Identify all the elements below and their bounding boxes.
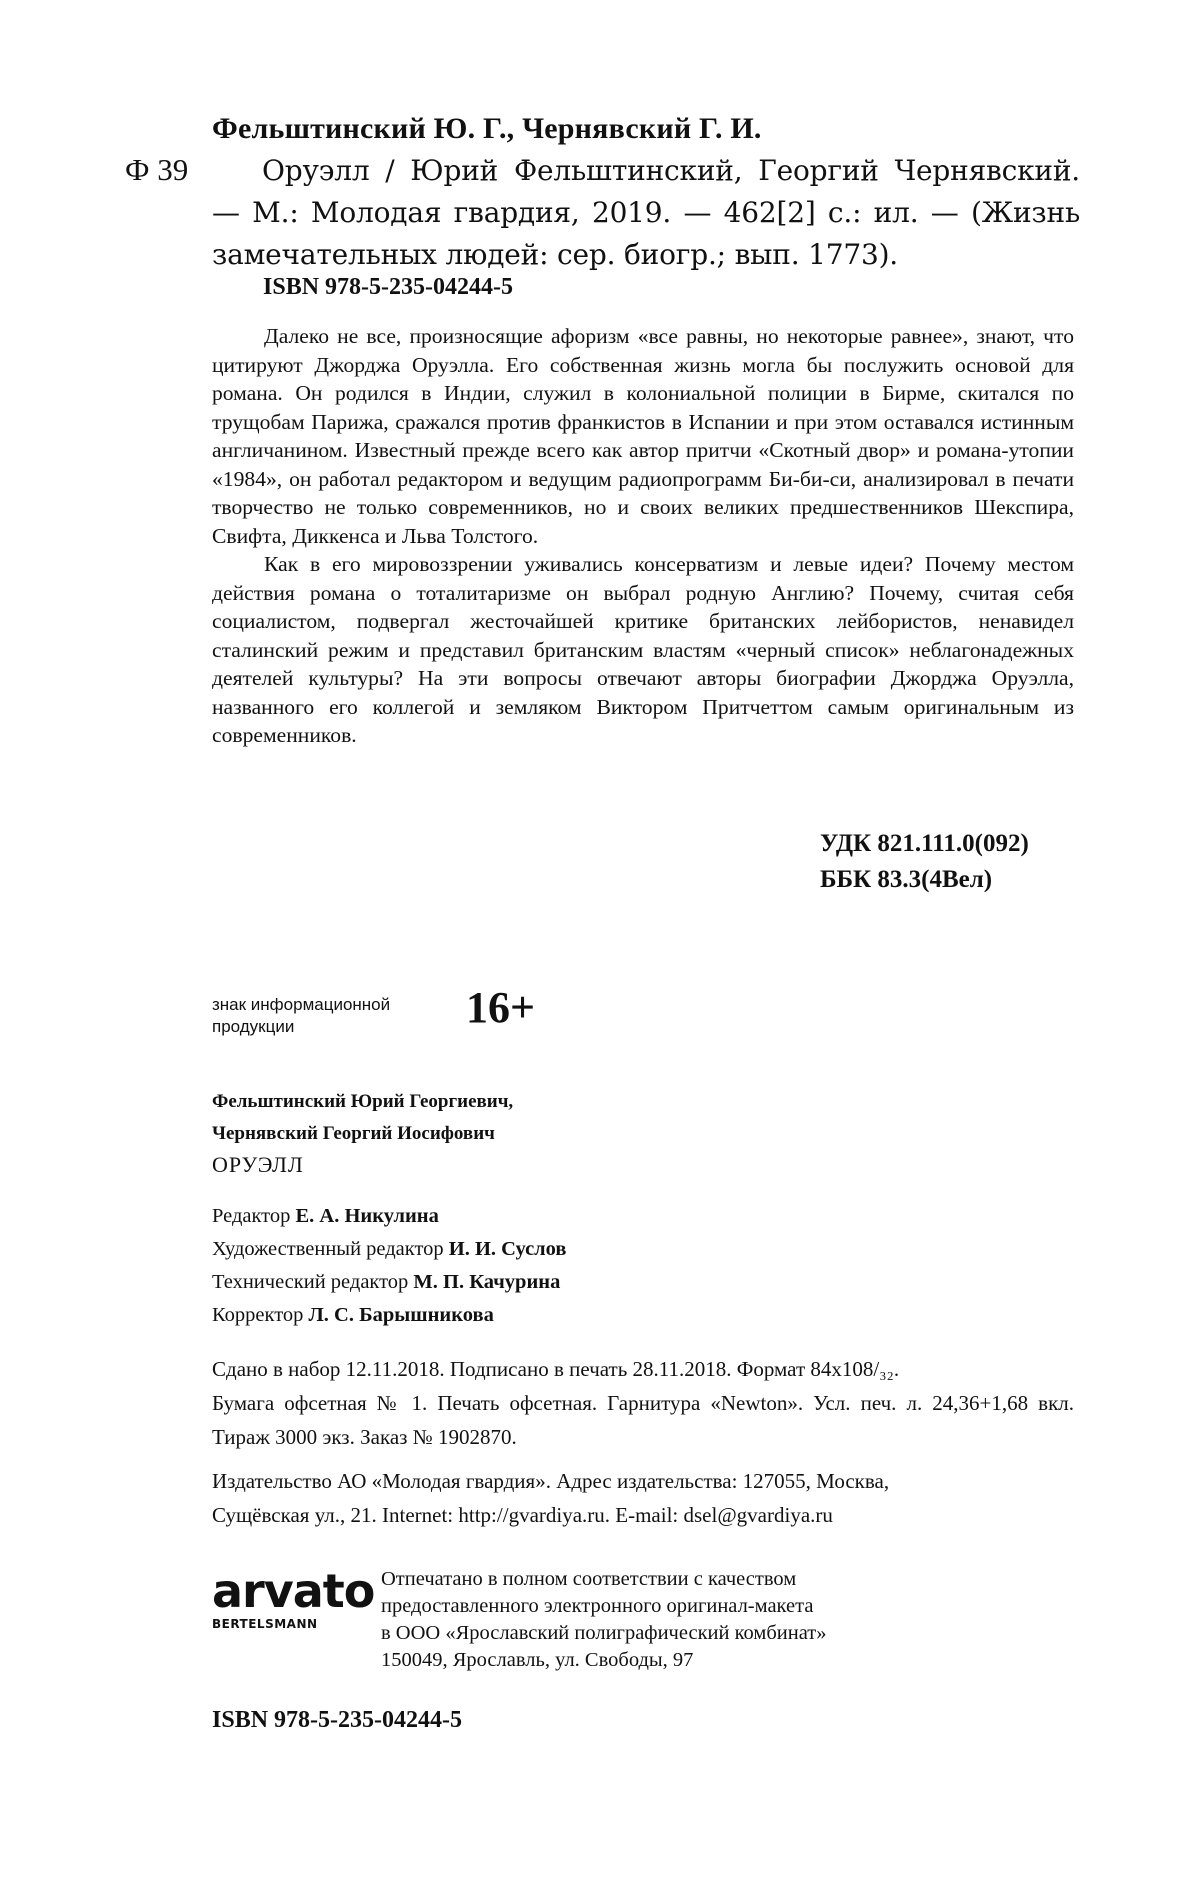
editor-line: [212, 1233, 567, 1266]
bibliographic-text: Оруэлл / Юрий Фельштинский, Георгий Чернявский. — М.: Молодая гвардия, 2019. — 462[2] с.: ил. — (Жизнь замечательных людей: сер. биогр.; вып. 1773).: [212, 154, 1080, 271]
annotation: [212, 322, 1074, 750]
annotation-paragraph-2: Как в его мировоззрении уживались консерватизм и левые идеи? Почему местом действия романа о тоталитаризме он выбрал родную Англию? Почему, считая себя социалистом, подвергал жесточайшей критике британских лейбористов, ненавидел сталинский режим и представил британским властям «черный список» неблагонадежных деятелей культуры? На эти вопросы отвечают авторы биографии Джорджа Оруэлла, названного его коллегой и земляком Виктором Притчеттом самым оригинальным из современников.: [212, 552, 1074, 747]
printer-line: в ООО «Ярославский полиграфический комбинат»: [381, 1622, 827, 1644]
imprint-author-2: Чернявский Георгий Иосифович: [212, 1123, 495, 1144]
editor-role: Редактор: [212, 1205, 296, 1227]
editor-role: Корректор: [212, 1304, 309, 1326]
editor-name: И. И. Суслов: [448, 1238, 567, 1260]
age-label-line-1: знак информационной: [212, 995, 391, 1014]
editor-line: [212, 1266, 567, 1299]
technical-line-1: Сдано в набор 12.11.2018. Подписано в печать 28.11.2018. Формат 84x108/₃₂.: [212, 1357, 900, 1381]
authors-heading: Фельштинский Ю. Г., Чернявский Г. И.: [212, 112, 762, 145]
age-rating-mark: 16+: [466, 983, 536, 1032]
age-rating-label: [212, 994, 390, 1038]
isbn-top: ISBN 978-5-235-04244-5: [263, 274, 513, 300]
logo-subtitle: BERTELSMANN: [212, 1617, 318, 1631]
editor-role: Художественный редактор: [212, 1238, 449, 1260]
printer-line: Отпечатано в полном соответствии с качеством: [381, 1568, 797, 1590]
printer-info: [381, 1566, 827, 1674]
editors-list: [212, 1200, 567, 1332]
editor-name: М. П. Качурина: [413, 1271, 561, 1293]
imprint-author-1: Фельштинский Юрий Георгиевич,: [212, 1091, 514, 1112]
editor-role: Технический редактор: [212, 1271, 414, 1293]
book-title: ОРУЭЛЛ: [212, 1152, 304, 1177]
publisher-line-1: Издательство АО «Молодая гвардия». Адрес издательства: 127055, Москва,: [212, 1469, 890, 1493]
imprint-authors: [212, 1086, 513, 1150]
age-label-line-2: продукции: [212, 1017, 295, 1036]
isbn-bottom: ISBN 978-5-235-04244-5: [212, 1707, 462, 1733]
annotation-paragraph-1: Далеко не все, произносящие афоризм «все равны, но некоторые равнее», знают, что цитируют Джорджа Оруэлла. Его собственная жизнь могла бы послужить основой для романа. Он родился в Индии, служил в колониальной полиции в Бирме, скитался по трущобам Парижа, сражался против франкистов в Испании и при этом оставался истинным англичанином. Известный прежде всего как автор притчи «Скотный двор» и романа-утопии «1984», он работал редактором и ведущим радиопрограмм Би-би-си, анализировал в печати творчество не только современников, но и своих великих предшественников Шекспира, Свифта, Диккенса и Льва Толстого.: [212, 324, 1074, 548]
bibliographic-entry: [212, 150, 1080, 276]
editor-line: [212, 1200, 567, 1233]
classification-block: [820, 826, 1029, 898]
publisher-details: [212, 1464, 1074, 1532]
arvato-logo: [212, 1564, 375, 1656]
logo-word: arvato: [212, 1564, 375, 1618]
classification-code: Ф 39: [125, 152, 189, 187]
printer-line: 150049, Ярославль, ул. Свободы, 97: [381, 1649, 694, 1671]
editor-name: Е. А. Никулина: [295, 1205, 439, 1227]
editor-name: Л. С. Барышникова: [308, 1304, 494, 1326]
editor-line: [212, 1299, 567, 1332]
printer-line: предоставленного электронного оригинал-макета: [381, 1595, 814, 1617]
bbk-code: ББК 83.3(4Вел): [820, 866, 993, 893]
technical-line-2: Бумага офсетная № 1. Печать офсетная. Гарнитура «Newton». Усл. печ. л. 24,36+1,68 вкл. Тираж 3000 экз. Заказ № 1902870.: [212, 1391, 1074, 1449]
udk-code: УДК 821.111.0(092): [820, 830, 1029, 857]
technical-details: [212, 1352, 1074, 1454]
publisher-line-2: Сущёвская ул., 21. Internet: http://gvardiya.ru. E-mail: dsel@gvardiya.ru: [212, 1503, 833, 1527]
